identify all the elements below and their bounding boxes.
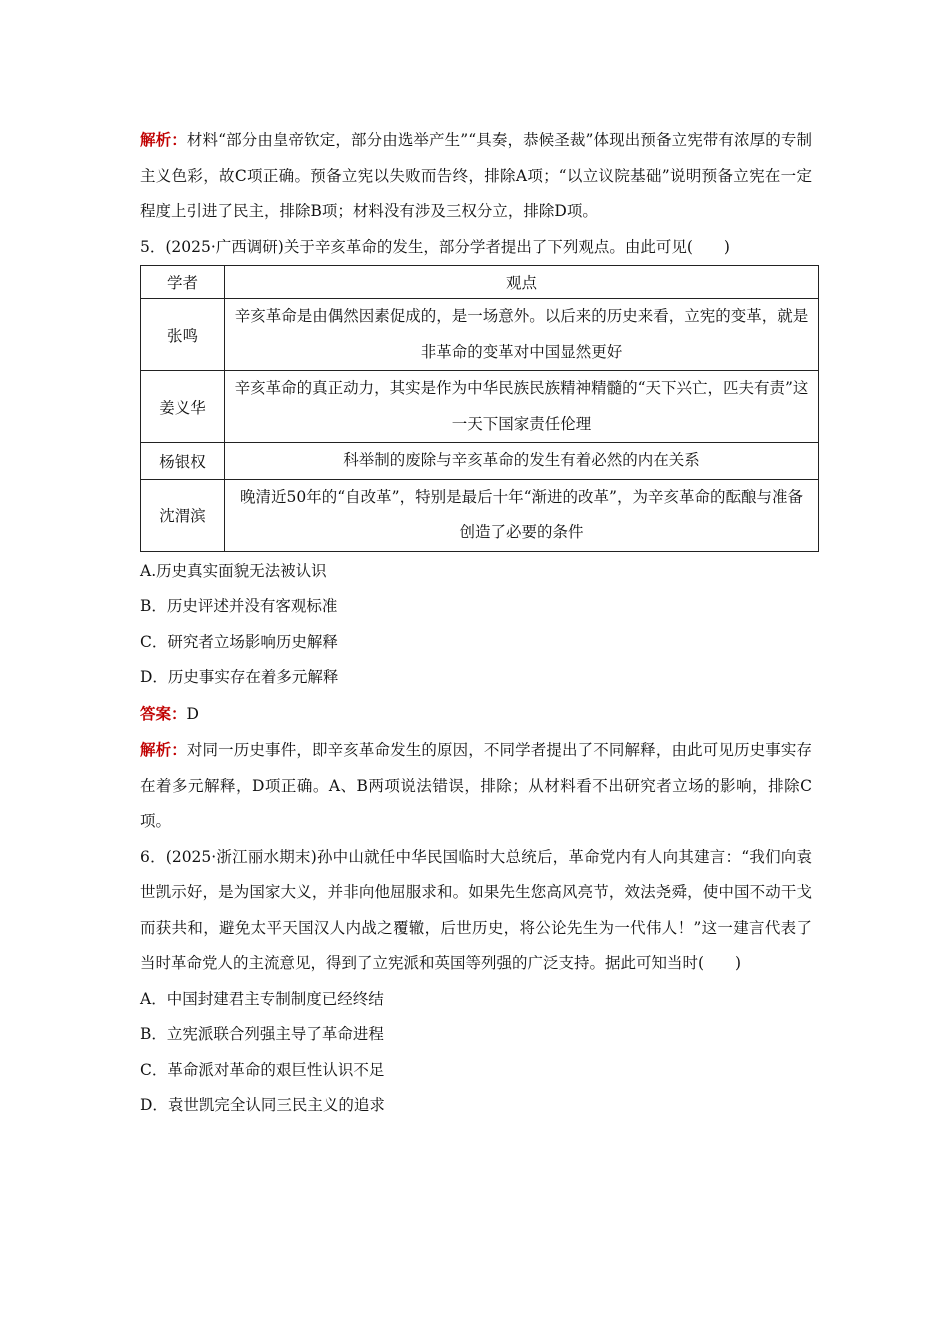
header-view: 观点: [225, 266, 819, 299]
scholar-views-table: [140, 265, 819, 552]
scholar-view: 辛亥革命是由偶然因素促成的，是一场意外。以后来的历史来看，立宪的变革，就是非革命的变革对中国显然更好: [225, 299, 819, 371]
scholar-name: 姜义华: [141, 371, 225, 443]
answer-value: D: [186, 704, 199, 723]
q5-option-c: C．研究者立场影响历史解释: [140, 632, 338, 651]
analysis-q4: [140, 122, 812, 230]
q6-option-d: D．袁世凯完全认同三民主义的追求: [140, 1096, 385, 1114]
table-header-row: [141, 266, 819, 299]
q6-option-b: B．立宪派联合列强主导了革命进程: [140, 1025, 384, 1043]
analysis-text: 材料“部分由皇帝钦定，部分由选举产生”“具奏，恭候圣裁”体现出预备立宪带有浓厚的专制主义色彩，故C项正确。预备立宪以失败而告终，排除A项；“以立议院基础”说明预备立宪在一定程度上引进了民主，排除B项；材料没有涉及三权分立，排除D项。: [140, 131, 812, 220]
table-row: [141, 371, 819, 443]
answer-label: 答案：: [140, 703, 187, 723]
analysis-text: 对同一历史事件，即辛亥革命发生的原因，不同学者提出了不同解释，由此可见历史事实存在着多元解释，D项正确。A、B两项说法错误，排除；从材料看不出研究者立场的影响，排除C项。: [140, 741, 812, 830]
q5-option-d: D．历史事实存在着多元解释: [140, 668, 339, 686]
q5-analysis: [140, 732, 812, 840]
scholar-view: 辛亥革命的真正动力，其实是作为中华民族民族精神精髓的“天下兴亡，匹夫有责”这一天下国家责任伦理: [225, 371, 819, 443]
scholar-name: 张鸣: [141, 299, 225, 371]
q6-option-a: A．中国封建君主专制制度已经终结: [140, 989, 384, 1008]
scholar-view: 晚清近50年的“自改革”，特别是最后十年“渐进的改革”，为辛亥革命的酝酿与准备创造了必要的条件: [225, 479, 819, 551]
q6-option-c: C．革命派对革命的艰巨性认识不足: [140, 1060, 385, 1079]
page-content: [140, 122, 812, 1124]
analysis-label: 解析：: [140, 740, 187, 759]
question-5-stem: 5．(2025·广西调研)关于辛亥革命的发生，部分学者提出了下列观点。由此可见( ): [140, 237, 730, 256]
question-6-stem: 6．(2025·浙江丽水期末)孙中山就任中华民国临时大总统后，革命党内有人向其建言：“我们向袁世凯示好，是为国家大义，并非向他屈服求和。如果先生您高风亮节，效法尧舜，使中国不动干戈而获共和，避免太平天国汉人内战之覆辙，后世历史，将公论先生为一代伟人！”这一建言代表了当时革命党人的主流意见，得到了立宪派和英国等列强的广泛支持。据此可知当时( ): [140, 847, 812, 972]
q5-option-b: B．历史评述并没有客观标准: [140, 597, 338, 615]
scholar-view: 科举制的废除与辛亥革命的发生有着必然的内在关系: [225, 443, 819, 480]
header-scholar: 学者: [141, 266, 225, 299]
scholar-name: 杨银权: [141, 443, 225, 480]
analysis-label: 解析：: [140, 130, 187, 149]
table-row: [141, 443, 819, 480]
q5-option-a: A.历史真实面貌无法被认识: [140, 561, 327, 580]
table-row: [141, 299, 819, 371]
table-row: [141, 479, 819, 551]
q5-answer: [140, 696, 812, 733]
scholar-name: 沈渭滨: [141, 479, 225, 551]
